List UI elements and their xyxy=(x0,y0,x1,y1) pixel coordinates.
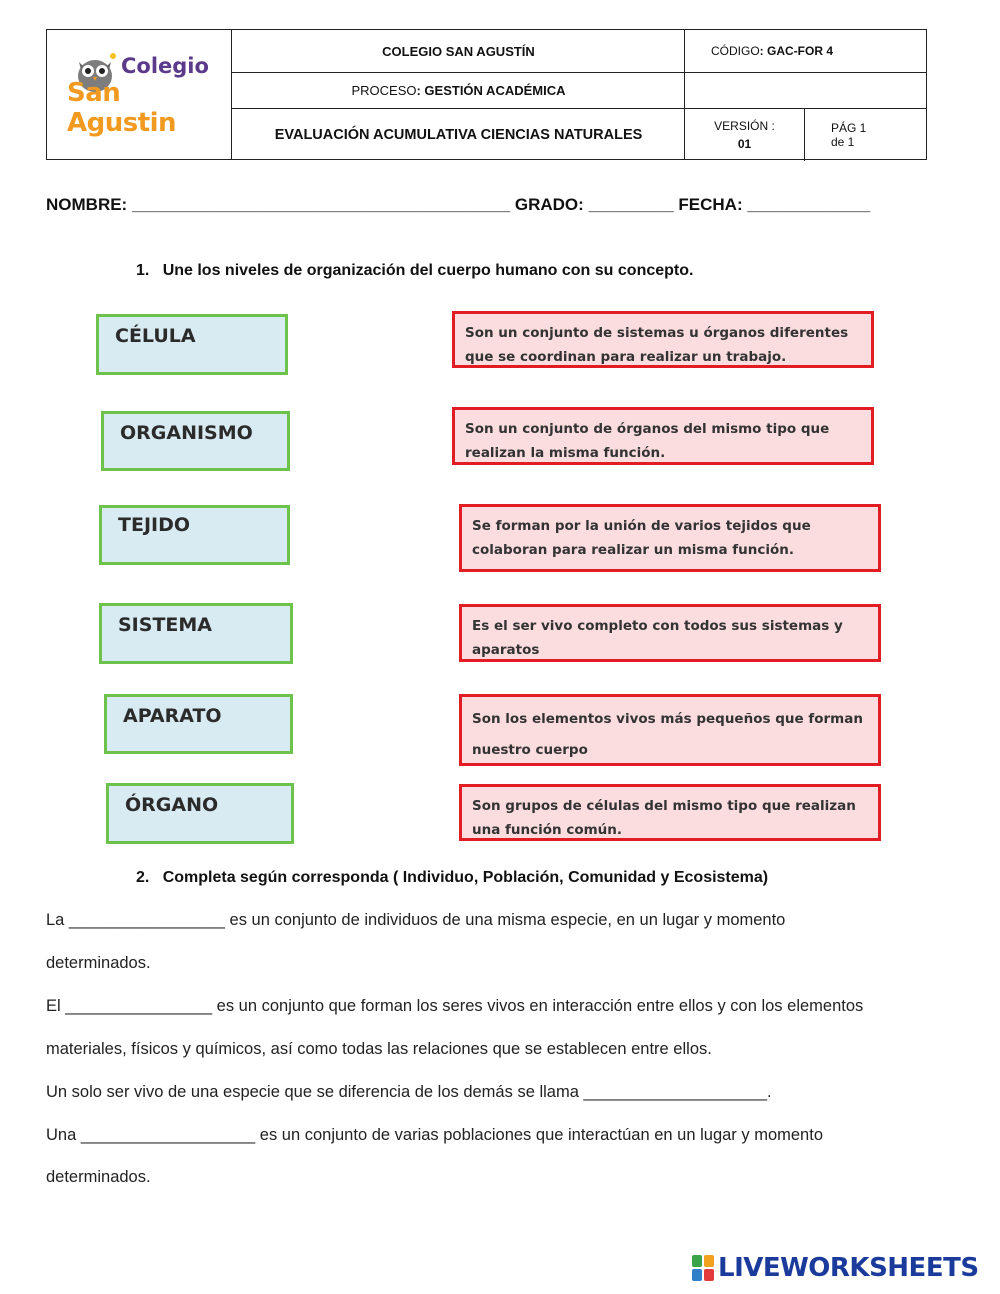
question-text: Une los niveles de organización del cuerpo humano con su concepto. xyxy=(162,262,694,279)
code-value: : GAC-FOR 4 xyxy=(759,44,834,58)
page-label: PÁG 1 xyxy=(831,120,867,135)
paragraph-line: determinados. xyxy=(46,1168,151,1186)
process-label: PROCESO xyxy=(351,82,417,98)
code-label: CÓDIGO xyxy=(711,44,760,58)
school-logo xyxy=(65,44,220,138)
liveworksheets-icon xyxy=(692,1255,714,1281)
level-box-sistema[interactable]: SISTEMA xyxy=(99,603,293,664)
concept-box-2[interactable]: Son un conjunto de órganos del mismo tipo que realizan la misma función. xyxy=(452,407,874,465)
question-text: Completa según corresponda ( Individuo, Población, Comunidad y Ecosistema) xyxy=(162,869,769,886)
document-header-table xyxy=(46,29,927,160)
paragraph-line[interactable]: Un solo ser vivo de una especie que se diferencia de los demás se llama ____________________. xyxy=(46,1083,772,1101)
concept-box-6[interactable]: Son grupos de células del mismo tipo que realizan una función común. xyxy=(459,784,881,841)
page-of: de 1 xyxy=(831,134,855,149)
question-number: 2. xyxy=(136,869,150,886)
logo-text-colegio: Colegio xyxy=(121,54,209,78)
question-2-heading xyxy=(136,869,768,887)
logo-cell xyxy=(47,30,232,159)
student-info-line xyxy=(46,195,946,215)
level-box-celula[interactable]: CÉLULA xyxy=(96,314,288,375)
date-field[interactable]: _____________ xyxy=(747,195,871,214)
paragraph-line[interactable]: Una ___________________ es un conjunto de varias poblaciones que interactúan en un lugar y momento xyxy=(46,1126,823,1144)
level-box-aparato[interactable]: APARATO xyxy=(104,694,293,754)
name-field[interactable]: ________________________________________ xyxy=(131,195,511,214)
liveworksheets-logo xyxy=(692,1253,979,1283)
level-box-organo[interactable]: ÓRGANO xyxy=(106,783,294,844)
paragraph-line[interactable]: El ________________ es un conjunto que forman los seres vivos en interacción entre ellos y con los elementos xyxy=(46,997,864,1015)
paragraph-line: materiales, físicos y químicos, así como todas las relaciones que se establecen entre ellos. xyxy=(46,1040,712,1058)
liveworksheets-brand: LIVEWORKSHEETS xyxy=(718,1253,979,1283)
code-cell xyxy=(685,30,926,72)
level-box-tejido[interactable]: TEJIDO xyxy=(99,505,290,565)
question-1-heading xyxy=(136,262,693,280)
evaluation-title: EVALUACIÓN ACUMULATIVA CIENCIAS NATURALES xyxy=(274,126,643,143)
concept-box-5[interactable]: Son los elementos vivos más pequeños que forman nuestro cuerpo xyxy=(459,694,881,766)
school-name: COLEGIO SAN AGUSTÍN xyxy=(382,43,535,59)
logo-text-san-agustin: San Agustin xyxy=(67,78,177,138)
concept-box-3[interactable]: Se forman por la unión de varios tejidos que colaboran para realizar un misma función. xyxy=(459,504,881,572)
name-label: NOMBRE: xyxy=(46,195,128,214)
question-number: 1. xyxy=(136,262,150,279)
paragraph-line[interactable]: La _________________ es un conjunto de individuos de una misma especie, en un lugar y momento xyxy=(46,911,786,929)
process-value: : GESTIÓN ACADÉMICA xyxy=(416,82,566,98)
date-label: FECHA: xyxy=(678,195,743,214)
page-cell xyxy=(805,108,926,161)
version-value: 01 xyxy=(737,136,752,151)
process-cell xyxy=(232,72,685,108)
grade-label: GRADO: xyxy=(514,195,584,214)
concept-box-1[interactable]: Son un conjunto de sistemas u órganos diferentes que se coordinan para realizar un trabajo. xyxy=(452,311,874,368)
concept-box-4[interactable]: Es el ser vivo completo con todos sus sistemas y aparatos xyxy=(459,604,881,662)
level-box-organismo[interactable]: ORGANISMO xyxy=(101,411,290,471)
paragraph-line: determinados. xyxy=(46,954,151,972)
grade-field[interactable]: _________ xyxy=(588,195,674,214)
version-cell xyxy=(685,108,805,161)
version-label: VERSIÓN : xyxy=(714,118,775,133)
